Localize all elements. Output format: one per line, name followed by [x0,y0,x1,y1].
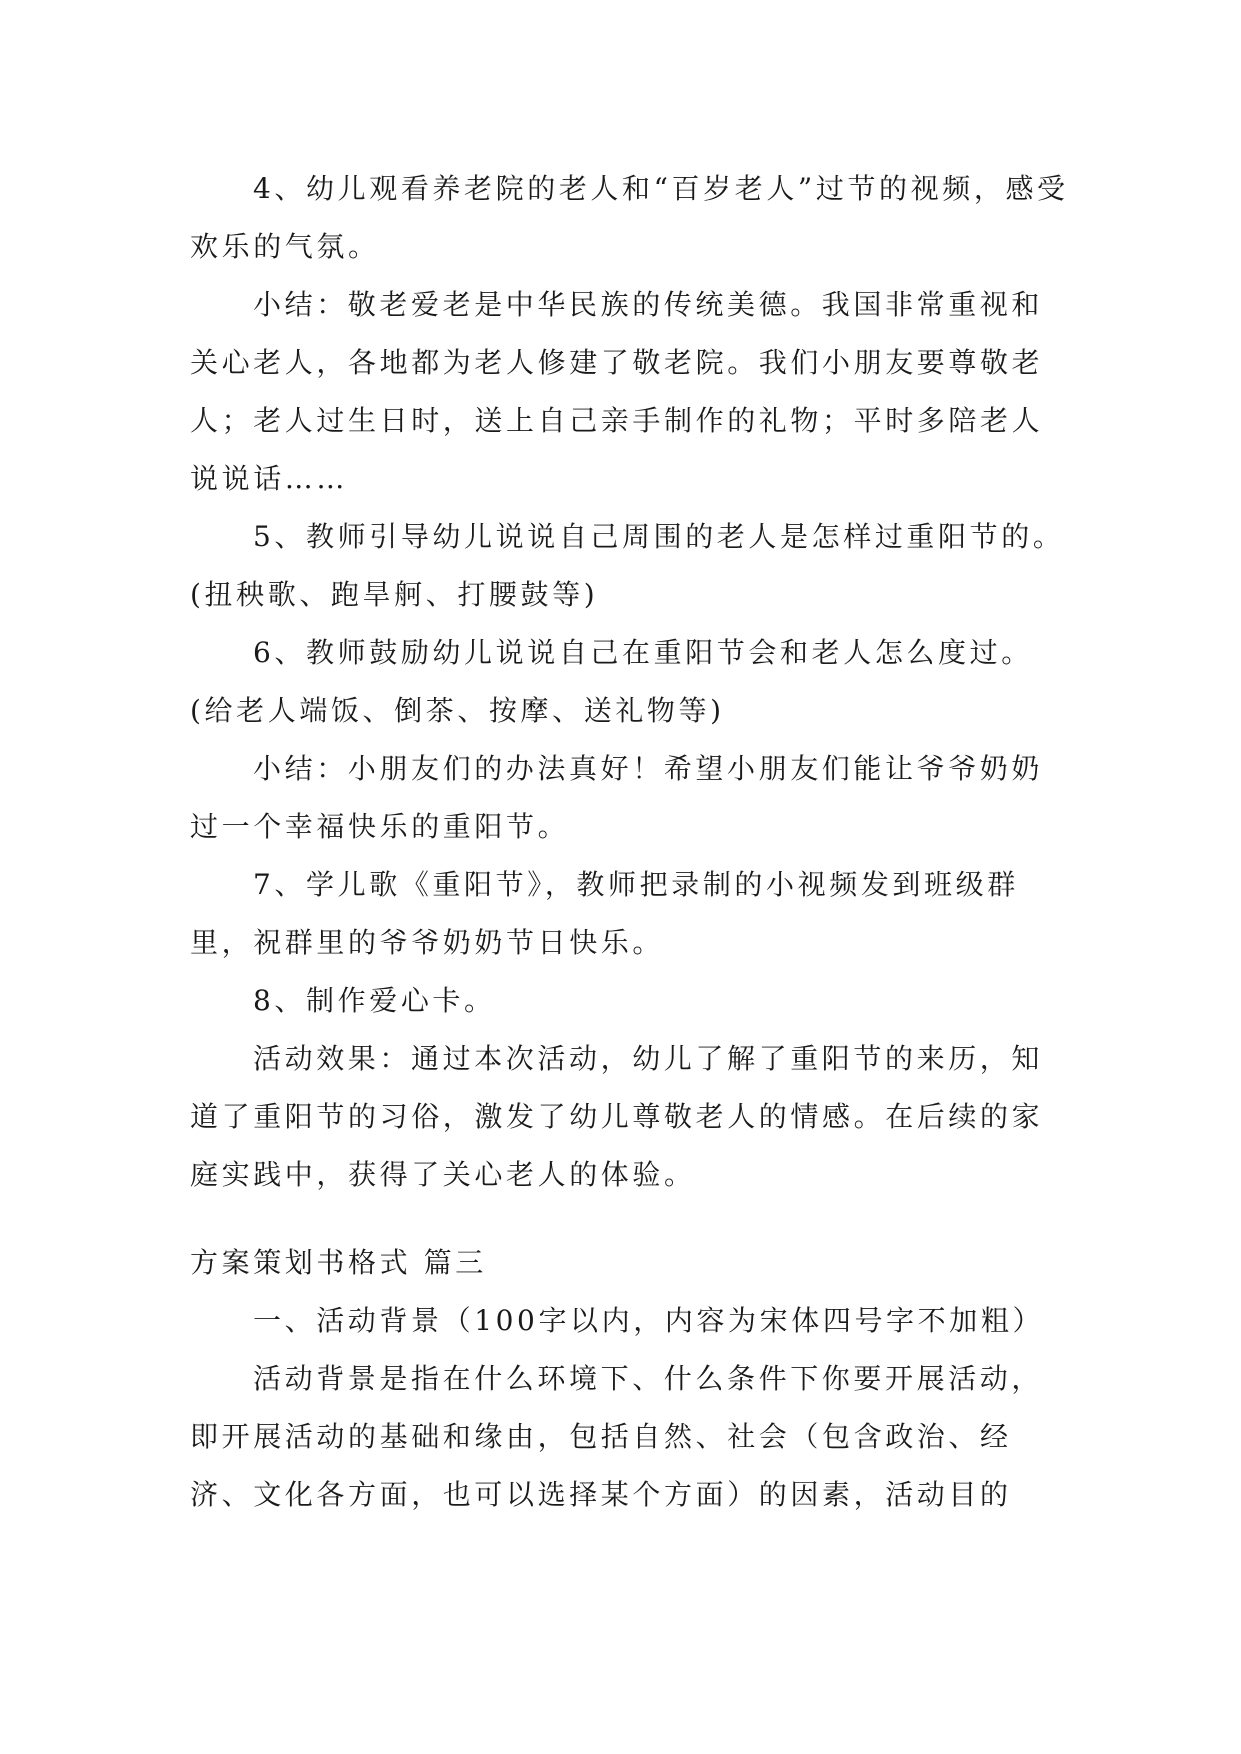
paragraph-summary-happy: 小结：小朋友们的办法真好！希望小朋友们能让爷爷奶奶过一个幸福快乐的重阳节。 [190,752,1044,843]
paragraph-nursery-rhyme: 7、学儿歌《重阳节》，教师把录制的小视频发到班级群里，祝群里的爷爷奶奶节日快乐。 [190,868,1019,959]
paragraph-discuss-elders: 5、教师引导幼儿说说自己周围的老人是怎样过重阳节的。(扭秧歌、跑旱舸、打腰鼓等) [190,520,1065,611]
document-body [190,160,1070,1524]
paragraph-summary-respect: 小结：敬老爱老是中华民族的传统美德。我国非常重视和关心老人，各地都为老人修建了敬老院。我们小朋友要尊敬老人；老人过生日时，送上自己亲手制作的礼物；平时多陪老人说说话…… [190,288,1044,495]
paragraph-love-card: 8、制作爱心卡。 [253,984,496,1017]
paragraph-background-title: 一、活动背景（100字以内，内容为宋体四号字不加粗） [253,1304,1045,1337]
section-heading: 方案策划书格式 篇三 [190,1246,487,1279]
paragraph-activity-effect: 活动效果：通过本次活动，幼儿了解了重阳节的来历，知道了重阳节的习俗，激发了幼儿尊敬老人的情感。在后续的家庭实践中，获得了关心老人的体验。 [190,1042,1044,1191]
paragraph-encourage-children: 6、教师鼓励幼儿说说自己在重阳节会和老人怎么度过。(给老人端饭、倒茶、按摩、送礼物等) [190,636,1033,727]
paragraph-background-description: 活动背景是指在什么环境下、什么条件下你要开展活动，即开展活动的基础和缘由，包括自然、社会（包含政治、经济、文化各方面，也可以选择某个方面）的因素，活动目的 [190,1362,1044,1511]
paragraph-video-activity: 4、幼儿观看养老院的老人和“百岁老人”过节的视频，感受欢乐的气氛。 [190,172,1069,263]
